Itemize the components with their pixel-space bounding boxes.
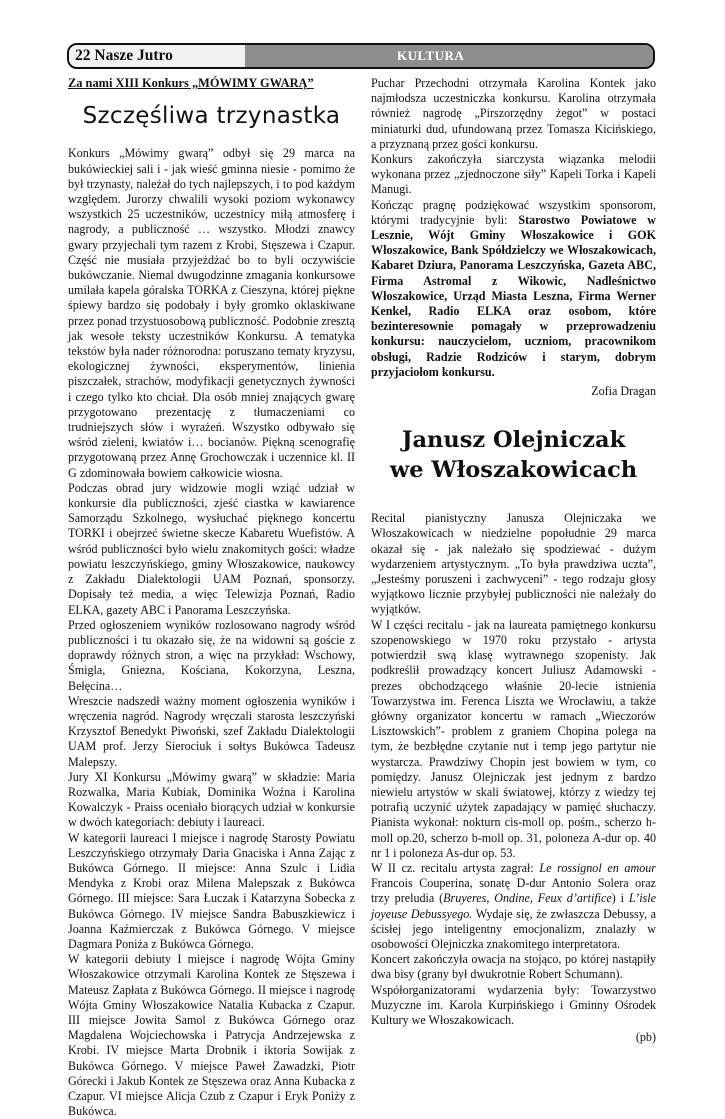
sponsors-list: Starostwo Powiatowe w Lesznie, Wójt Gminy Włoszakowice i GOK Włoszakowice, Bank Spółdzielczy we Włoszakowicach, Kabaret Dziura, Panorama Leszczyńska, Gazeta ABC, Firma Astromal z Wikowic, Nadleśnictwo Włoszakowice, Urząd Miasta Leszna, Firma Werner Kenkel, Radio ELKA oraz osobom, które bezinteresownie pomagały w przeprowadzeniu konkursu: nauczycielom, uczniom, pracownikom obsługi, Radzie Rodziców i starym, dobrym przyjaciołom konkursu. bbox=[371, 212, 657, 379]
paragraph: Koncert zakończyła owacja na stojąco, po której nastąpiły dwa bisy (grany był dwukrotnie Robert Schumann). bbox=[371, 952, 656, 982]
paragraph: W kategorii debiuty I miejsce i nagrodę Wójta Gminy Włoszakowice otrzymali Karolina Kontek ze Stęszewa i Mateusz Zapłata z Bukówca Górnego. II miejsce i nagrodę Wójta Gminy Włoszakowice Natalia Kubacka z Czapur. III miejsce Jowita Samol z Bukówca Górnego oraz Magdalena Wojciechowska i Patrycja Andrzejewska z Krobi. IV miejsce Marta Drobnik i iktoria Sowijak z Bukówca Górnego. V miejsce Paweł Zawadzki, Piotr Górecki i Jakub Kontek ze Stęszewa oraz Anna Kubacka z Czapur. VI miejsce Alicja Czub z Czapur i Eryk Poniży z Bukówca. bbox=[68, 952, 355, 1119]
article2-title-line2: we Włoszakowicach bbox=[389, 457, 638, 484]
text-run: Francois Couperina, sonatę D-dur Antonio Solera oraz trzy preludia ( bbox=[371, 876, 656, 906]
text-run: W II cz. recitalu artysta zagrał: bbox=[371, 860, 540, 875]
italic-title: Bruyeres, Ondine, Feux d’artifice bbox=[443, 891, 612, 906]
paragraph: Konkurs „Mówimy gwarą” odbył się 29 marca na bukówieckiej sali i - jak wieść gminna niesie - pomimo że był trzynasty, należał do tych najlepszych, i to pod każdym względem. Jurorzy chwalili wysoki poziom wykonawcy wszystkich 25 uczestników, uczestnicy miłą atmosferę i nagrody, a publiczność … wszystko. Młodzi znawcy gwary przyjechali tym razem z Krobi, Stęszewa i Czapur. Część nie musiała przyjeżdżać bo to byli oczywiście bukówczanie. Niemal dwugodzinne zmagania konkursowe umilała kapela góralska TORKA z Cieszyna, której piękne śpiewy bardzo się podobały i były gromko oklaskiwane przez ponad trzystuosobową publiczność. Podobnie zresztą jak wesołe teksty uczestników Konkursu. A tematyka tekstów była nader różnorodna: poruszano tematy kryzysu, ekologicznej żywności, eksperymentów, linienia piszczałek, strachów, modyfikacji genetycznych żywności i czego tylko kto chciał. Dla osób mniej znających gwarę przygotowano prezentację z tłumaczeniami co trudniejszych słów i wyrażeń. Wszystko odbywało się wśród zieleni, kwiatów i… bocianów. Piękną scenografię przygotowaną przez Annę Grochowczak i uczennice kl. II G zdominowała bowiem całkowicie wiosna. bbox=[68, 146, 355, 480]
paragraph: Puchar Przechodni otrzymała Karolina Kontek jako najmłodsza uczestniczka konkursu. Karolina otrzymała również nagrodę „Pirszorzędny żegot” w postaci miniaturki dud, ufundowaną przez Tomasza Kicińskiego, a przyznaną przez gości konkursu. bbox=[371, 76, 656, 151]
paragraph: W kategorii laureaci I miejsce i nagrodę Starosty Powiatu Leszczyńskiego otrzymały Daria Gnaciska i Anna Zając z Bukówca Górnego. II miejsce: Anna Szulc i Lidia Mendyka z Krobi oraz Milena Malepszak z Bukówca Górnego. III miejsce: Sara Łuczak i Katarzyna Sobecka z Bukówca Górnego. IV miejsce Sandra Babuszkiewicz i Joanna Kaźmierczak z Bukówca Górnego. V miejsce Dagmara Poniża z Bukówca Górnego. bbox=[68, 830, 355, 951]
sponsors-intro: Kończąc pragnę podziękować wszystkim sponsorom, którymi tradycyjnie byli: bbox=[371, 197, 656, 227]
section-label: KULTURA bbox=[245, 45, 653, 67]
page-number-title: 22 Nasze Jutro bbox=[69, 45, 245, 67]
text-run: Wydaje się, że zwłaszcza Debussy, a ścisłej jego inteligentny emocjonalizm, znalazły w osobowości Olejniczka znakomitego interpretatora. bbox=[371, 906, 657, 951]
article2-title bbox=[371, 425, 656, 485]
paragraph: Konkurs zakończyła siarczysta wiązanka melodii wykonana przez „zjednoczone siły” Kapeli Torka i Kapeli Manugi. bbox=[371, 152, 656, 197]
author-signature: (pb) bbox=[635, 1030, 656, 1045]
paragraph: Współorganizatorami wydarzenia były: Towarzystwo Muzyczne im. Karola Kurpińskiego i Gminny Ośrodek Kultury we Włoszakowicach. bbox=[371, 982, 656, 1027]
paragraph: Przed ogłoszeniem wyników rozlosowano nagrody wśród publiczności i tu okazało się, że na widowni są goście z doprawdy różnych stron, a więc na przykład: Wschowy, Śmigla, Gniezna, Kościana, Kokorzyna, Leszna, Bełęcina… bbox=[68, 617, 355, 693]
paragraph: Wreszcie nadszedł ważny moment ogłoszenia wyników i wręczenia nagród. Nagrody wręczali starosta leszczyński Krzysztof Benedykt Piwoński, szef Zakładu Dialektologii UAM prof. Jerzy Sierociuk i sołtys Bukówca Tadeusz Malepszy. bbox=[68, 693, 355, 769]
italic-title: Le rossignol en amour bbox=[539, 860, 656, 875]
page-header bbox=[67, 43, 655, 69]
italic-title: L’isle joyeuse Debussyego. bbox=[371, 891, 656, 921]
author-signature: Zofia Dragan bbox=[591, 384, 656, 399]
right-column bbox=[371, 76, 656, 1045]
paragraph: Jury XI Konkursu „Mówimy gwarą” w składzie: Maria Rozwalka, Maria Kubiak, Dominika Woźna i Karolina Kowalczyk - Praiss oceniało biorących udział w konkursie w dwóch kategoriach: debiuty i laureaci. bbox=[68, 769, 355, 830]
article-title: Szczęśliwa trzynastka bbox=[82, 103, 341, 130]
article2-title-line1: Janusz Olejniczak bbox=[401, 427, 626, 454]
paragraph: Recital pianistyczny Janusza Olejniczaka we Włoszakowicach w niedzielne popołudnie 29 marca okazał się - jak należało się spodziewać - dużym wydarzeniem artystycznym. „To była prawdziwa uczta”, „Jesteśmy poruszeni i zachwyceni” - tego rodzaju głosy wyjątkowo licznie przybyłej publiczności nie należały do wyjątków. bbox=[371, 511, 656, 617]
article-kicker: Za nami XIII Konkurs „MÓWIMY GWARĄ” bbox=[68, 76, 314, 90]
text-run: ) i bbox=[611, 891, 629, 906]
left-column bbox=[68, 76, 355, 1119]
sponsors-paragraph bbox=[371, 198, 656, 380]
paragraph: W I części recitalu - jak na laureata pamiętnego konkursu szopenowskiego w 1970 roku przystało - artysta potwierdził swą klasę wytrawnego szopenisty. Jak podkreślił prowadzący koncert Juliusz Adamowski - prezes obchodzącego właśnie 20-lecie istnienia Towarzystwa im. Ferenca Liszta we Wrocławiu, a także główny organizator koncertu w ramach „Wieczorów Lisztowskich”- problem z graniem Chopina polega na tym, że bezbłędne czytanie nut i temp jego partytur nie wystarcza. Prawdziwy Chopin jest bowiem w tym, co pomiędzy. Janusz Olejniczak jest jednym z bardzo niewielu artystów w skali światowej, którzy z wiedzy tej potrafią uczynić użytek zapadający w pamięć słuchaczy. Pianista wykonał: nokturn cis-moll op. pośm., scherzo h-moll op.20, scherzo b-moll op. 31, poloneza A-dur op. 40 nr 1 i poloneza As-dur op. 53. bbox=[371, 617, 656, 860]
paragraph: Podczas obrad jury widzowie mogli wziąć udział w konkursie dla publiczności, zjeść ciastka w kawiarence Samorządu Szkolnego, wysłuchać pięknego koncertu TORKI i obejrzeć świetne skecze Kabaretu Wuefistów. A wśród publiczności było wielu znakomitych gości: władze powiatu leszczyńskiego, gminy Włoszakowice, naukowcy z Zakładu Dialektologii UAM Poznań, sponsorzy. Dopisały też media, a więc Telewizja Poznań, Radio ELKA, gazety ABC i Panorama Leszczyńska. bbox=[68, 480, 355, 617]
paragraph bbox=[371, 861, 656, 952]
